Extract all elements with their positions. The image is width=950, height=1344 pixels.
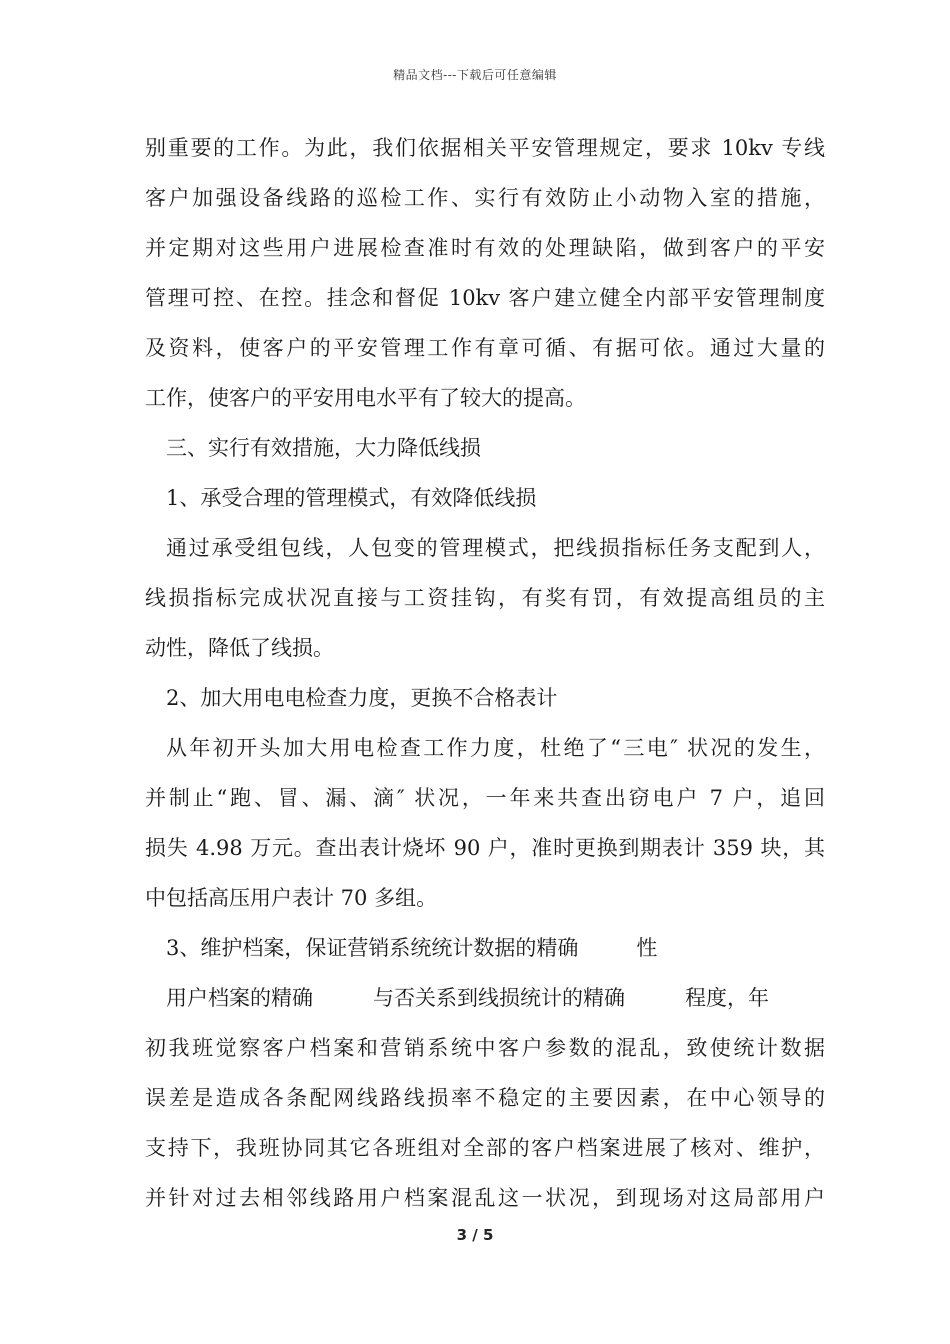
text-line: 并定期对这些用户进展检查准时有效的处理缺陷，做到客户的平安 <box>145 236 825 260</box>
text-line: 并制止“跑、冒、漏、滴″ 状况，一年来共查出窃电户 7 户，追回 <box>145 786 825 810</box>
text-part: 程度，年 <box>685 986 769 1010</box>
subsection-heading: 2、加大用电电检查力度，更换不合格表计 <box>166 686 558 710</box>
heading-part: 性 <box>636 936 658 960</box>
text-line: 通过承受组包线，人包变的管理模式，把线损指标任务支配到人， <box>166 536 825 560</box>
page-number: 3 / 5 <box>456 1226 494 1244</box>
text-line: 线损指标完成状况直接与工资挂钩，有奖有罚，有效提高组员的主 <box>145 586 825 610</box>
text-line: 别重要的工作。为此，我们依据相关平安管理规定，要求 10kv 专线 <box>145 136 825 160</box>
text-part: 与否关系到线损统计的精确 <box>373 986 625 1010</box>
document-body <box>145 128 825 1228</box>
subsection-heading <box>145 928 825 978</box>
page-header: 精品文档---下载后可任意编辑 <box>393 68 557 82</box>
text-line: 客户加强设备线路的巡检工作、实行有效防止小动物入室的措施， <box>145 186 825 210</box>
text-line: 动性，降低了线损。 <box>145 636 334 660</box>
section-heading: 三、实行有效措施，大力降低线损 <box>166 436 481 460</box>
text-line: 支持下，我班协同其它各班组对全部的客户档案进展了核对、维护， <box>145 1136 825 1160</box>
text-line: 损失 4.98 万元。查出表计烧坏 90 户，准时更换到期表计 359 块，其 <box>145 836 825 860</box>
text-part: 用户档案的精确 <box>166 986 313 1010</box>
text-line: 中包括高压用户表计 70 多组。 <box>145 886 438 910</box>
text-line: 初我班觉察客户档案和营销系统中客户参数的混乱，致使统计数据 <box>145 1036 825 1060</box>
text-line: 并针对过去相邻线路用户档案混乱这一状况，到现场对这局部用户 <box>145 1186 825 1210</box>
text-line: 及资料，使客户的平安管理工作有章可循、有据可依。通过大量的 <box>145 336 825 360</box>
text-line <box>145 978 825 1028</box>
text-line: 管理可控、在控。挂念和督促 10kv 客户建立健全内部平安管理制度 <box>145 286 825 310</box>
text-line: 从年初开头加大用电检查工作力度，杜绝了“三电″ 状况的发生， <box>166 736 825 760</box>
heading-part: 3、维护档案，保证营销系统统计数据的精确 <box>166 936 579 960</box>
text-line: 误差是造成各条配网线路线损率不稳定的主要因素，在中心领导的 <box>145 1086 825 1110</box>
subsection-heading: 1、承受合理的管理模式，有效降低线损 <box>166 486 537 510</box>
text-line: 工作，使客户的平安用电水平有了较大的提高。 <box>145 386 586 410</box>
